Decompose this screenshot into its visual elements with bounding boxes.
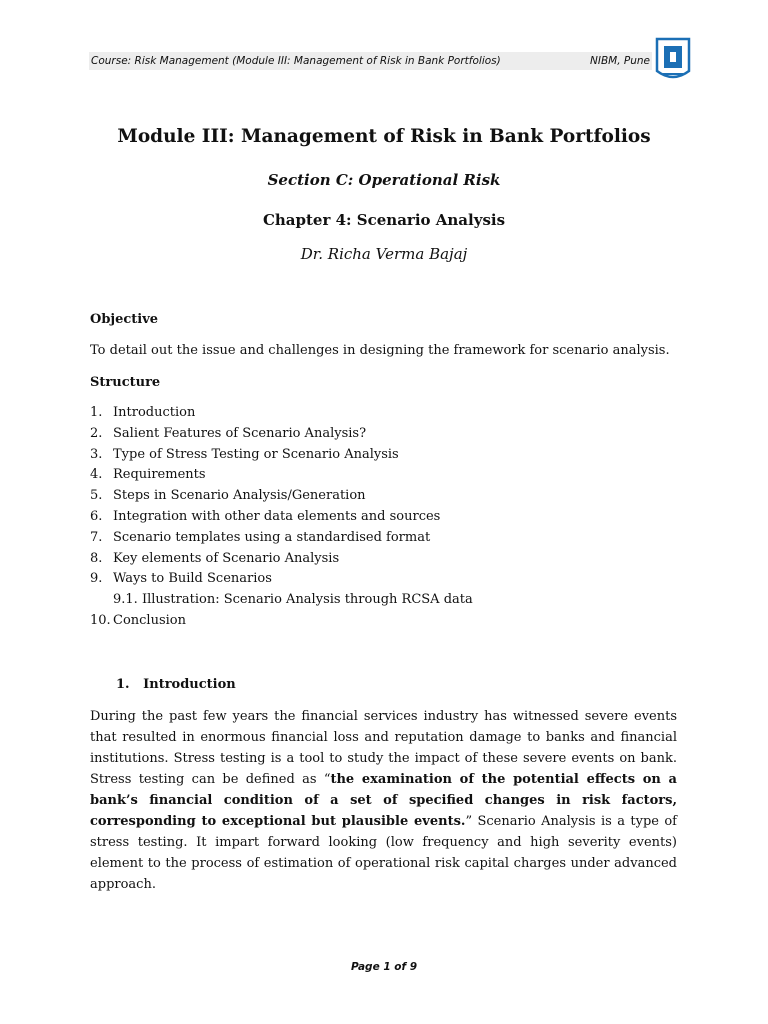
list-subitem	[90, 589, 677, 610]
objective-heading: Objective	[90, 312, 159, 327]
intro-number: 1.	[116, 677, 130, 692]
list-item	[90, 527, 677, 548]
list-item-text: Introduction	[113, 405, 196, 420]
list-item-number: 5.	[90, 488, 103, 504]
list-item-text: Salient Features of Scenario Analysis?	[113, 425, 367, 441]
structure-list	[90, 402, 677, 631]
list-item-number: 6.	[90, 508, 103, 524]
list-item	[90, 610, 677, 631]
list-item-text: Scenario templates using a standardised format	[113, 529, 431, 545]
list-item-number: 10.	[90, 612, 111, 628]
list-item-text: Conclusion	[113, 612, 186, 628]
chapter-title: Chapter 4: Scenario Analysis	[262, 211, 506, 229]
nibm-logo-icon	[655, 37, 691, 83]
list-item	[90, 423, 677, 444]
page-title: Module III: Management of Risk in Bank Portfolios	[117, 126, 651, 147]
intro-text-end: ” Scenario Analysis is a type of stress testing. It impart forward looking (low frequency and high severity events) element to the process of estimation of operational risk capital charges under advanced approach.	[90, 814, 677, 892]
intro-text-start: During the past few years the financial services industry has witnessed severe events that resulted in enormous financial loss and reputation damage to banks and financial institutions. Stress testing is a tool to study the impact of these severe events on bank. Stress testing can be defined as “	[90, 709, 677, 787]
intro-title: Introduction	[143, 677, 236, 692]
list-item	[90, 485, 677, 506]
list-item-text: Requirements	[113, 467, 206, 483]
list-item	[90, 402, 677, 423]
list-item-text: 9.1. Illustration: Scenario Analysis through RCSA data	[113, 592, 473, 608]
intro-paragraph	[90, 706, 677, 895]
section-title: Section C: Operational Risk	[267, 171, 501, 189]
header-course: Course: Risk Management (Module III: Management of Risk in Bank Portfolios)	[91, 55, 501, 67]
list-item-number: 2.	[90, 425, 103, 441]
list-item-number: 3.	[90, 446, 103, 462]
list-item-text: Key elements of Scenario Analysis	[113, 550, 340, 566]
list-item	[90, 444, 677, 465]
list-item-number: 1.	[90, 405, 103, 420]
list-item	[90, 506, 677, 527]
list-item	[90, 568, 677, 589]
objective-text: To detail out the issue and challenges in designing the framework for scenario analysis.	[90, 343, 670, 358]
list-item-text: Integration with other data elements and sources	[113, 508, 441, 524]
structure-heading: Structure	[90, 375, 161, 390]
intro-definition: the examination of the potential effects on a bank’s financial condition of a set of specified changes in risk factors, corresponding to exceptional but plausible events.	[90, 772, 677, 829]
running-header	[89, 52, 652, 70]
list-item-text: Steps in Scenario Analysis/Generation	[113, 488, 366, 504]
list-item	[90, 548, 677, 569]
author-name: Dr. Richa Verma Bajaj	[300, 245, 468, 263]
list-item-text: Type of Stress Testing or Scenario Analysis	[113, 446, 399, 462]
intro-heading	[116, 674, 516, 695]
list-item-number: 9.	[90, 571, 103, 587]
list-item-text: Ways to Build Scenarios	[113, 571, 272, 587]
header-institute: NIBM, Pune	[590, 55, 650, 67]
list-item	[90, 464, 677, 485]
list-item-number: 7.	[90, 529, 103, 545]
list-item-number: 8.	[90, 550, 103, 566]
page-number: Page 1 of 9	[350, 961, 418, 973]
list-item-number: 4.	[90, 467, 103, 483]
